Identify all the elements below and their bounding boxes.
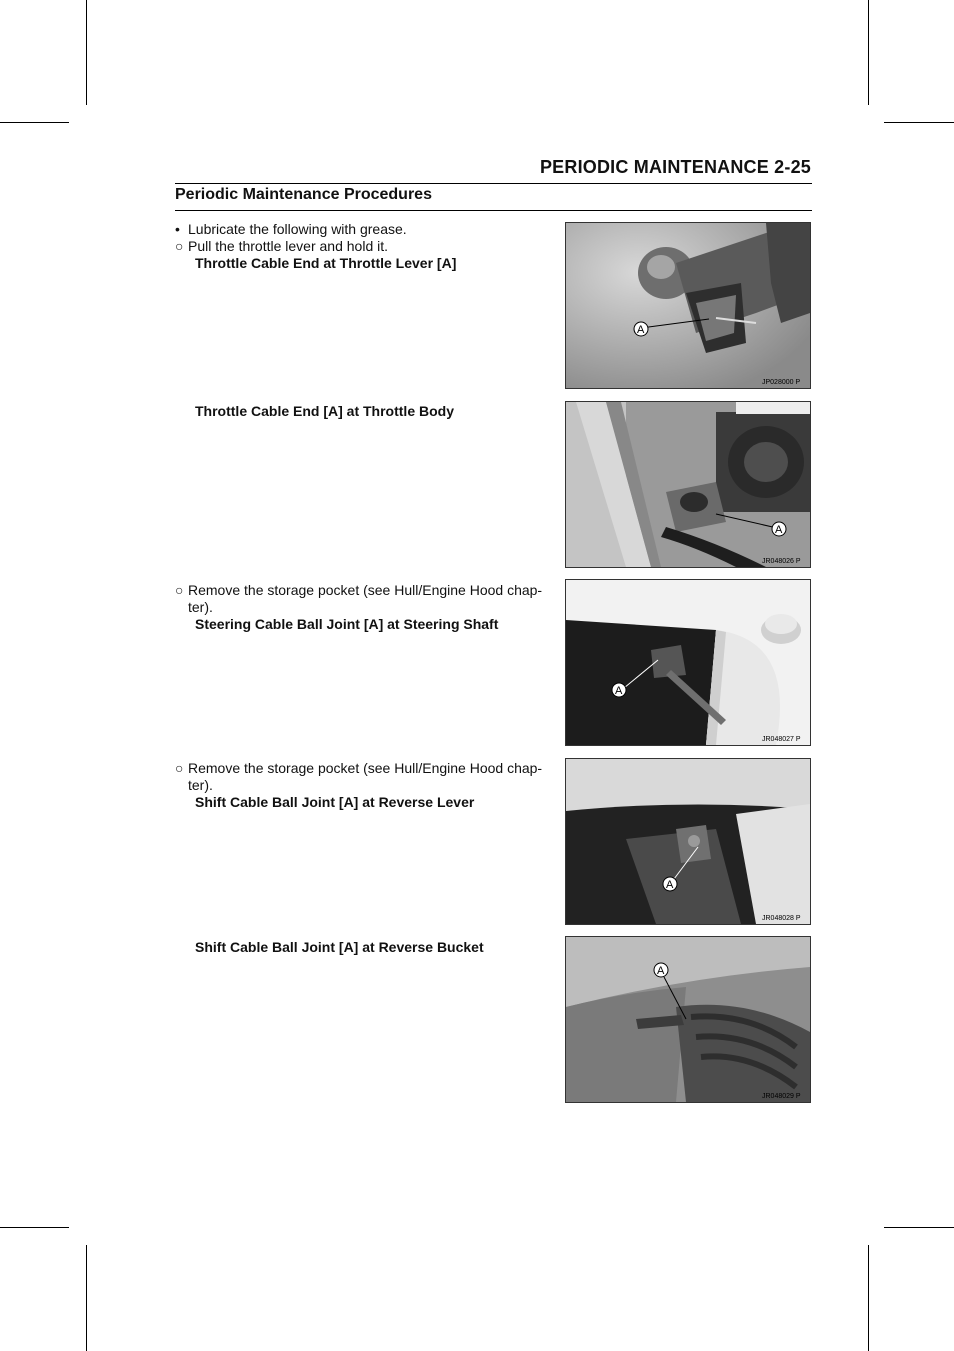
image-code: JR048027 P xyxy=(762,736,801,743)
figure-caption: Shift Cable Ball Joint [A] at Reverse Bucket xyxy=(195,939,484,955)
crop-mark xyxy=(868,1245,869,1351)
crop-mark xyxy=(884,1227,954,1228)
callout-label: A xyxy=(637,324,645,336)
page-header-title: PERIODIC MAINTENANCE 2-25 xyxy=(539,157,811,177)
figure-caption: Throttle Cable End [A] at Throttle Body xyxy=(195,403,454,419)
figure-caption: Throttle Cable End at Throttle Lever [A] xyxy=(195,255,457,271)
step-item xyxy=(175,582,542,598)
figure-caption: Steering Cable Ball Joint [A] at Steering Shaft xyxy=(195,616,499,632)
header-rule xyxy=(175,183,812,184)
crop-mark xyxy=(884,122,954,123)
image-code: JR048029 P xyxy=(762,1093,801,1100)
crop-mark xyxy=(868,0,869,105)
callout-label: A xyxy=(666,879,674,891)
step-item xyxy=(175,760,542,776)
section-title: Periodic Maintenance Procedures xyxy=(175,186,432,203)
crop-mark xyxy=(86,1245,87,1351)
image-code: JP028000 P xyxy=(762,379,801,386)
photo-steering-shaft xyxy=(565,579,811,746)
step-text: Pull the throttle lever and hold it. xyxy=(188,238,389,254)
step-text-continued: ter). xyxy=(188,777,213,793)
photo-throttle-lever xyxy=(565,222,811,389)
bullet-icon: • xyxy=(175,221,180,237)
callout-label: A xyxy=(775,524,783,536)
step-item xyxy=(175,221,407,237)
section-rule xyxy=(175,210,812,211)
step-item xyxy=(175,238,388,254)
image-code: JR048026 P xyxy=(762,558,801,565)
crop-mark xyxy=(86,0,87,105)
circle-bullet-icon: ○ xyxy=(175,238,184,254)
image-code: JR048028 P xyxy=(762,915,801,922)
photo-reverse-bucket xyxy=(565,936,811,1103)
step-text: Remove the storage pocket (see Hull/Engine Hood chap- xyxy=(188,760,543,776)
callout-label: A xyxy=(615,685,623,697)
circle-bullet-icon: ○ xyxy=(175,760,184,776)
figure-caption: Shift Cable Ball Joint [A] at Reverse Lever xyxy=(195,794,475,810)
photo-reverse-lever xyxy=(565,758,811,925)
crop-mark xyxy=(0,1227,69,1228)
step-text: Lubricate the following with grease. xyxy=(188,221,407,237)
callout-label: A xyxy=(657,965,665,977)
crop-mark xyxy=(0,122,69,123)
circle-bullet-icon: ○ xyxy=(175,582,184,598)
photo-throttle-body xyxy=(565,401,811,568)
step-text-continued: ter). xyxy=(188,599,213,615)
step-text: Remove the storage pocket (see Hull/Engine Hood chap- xyxy=(188,582,543,598)
